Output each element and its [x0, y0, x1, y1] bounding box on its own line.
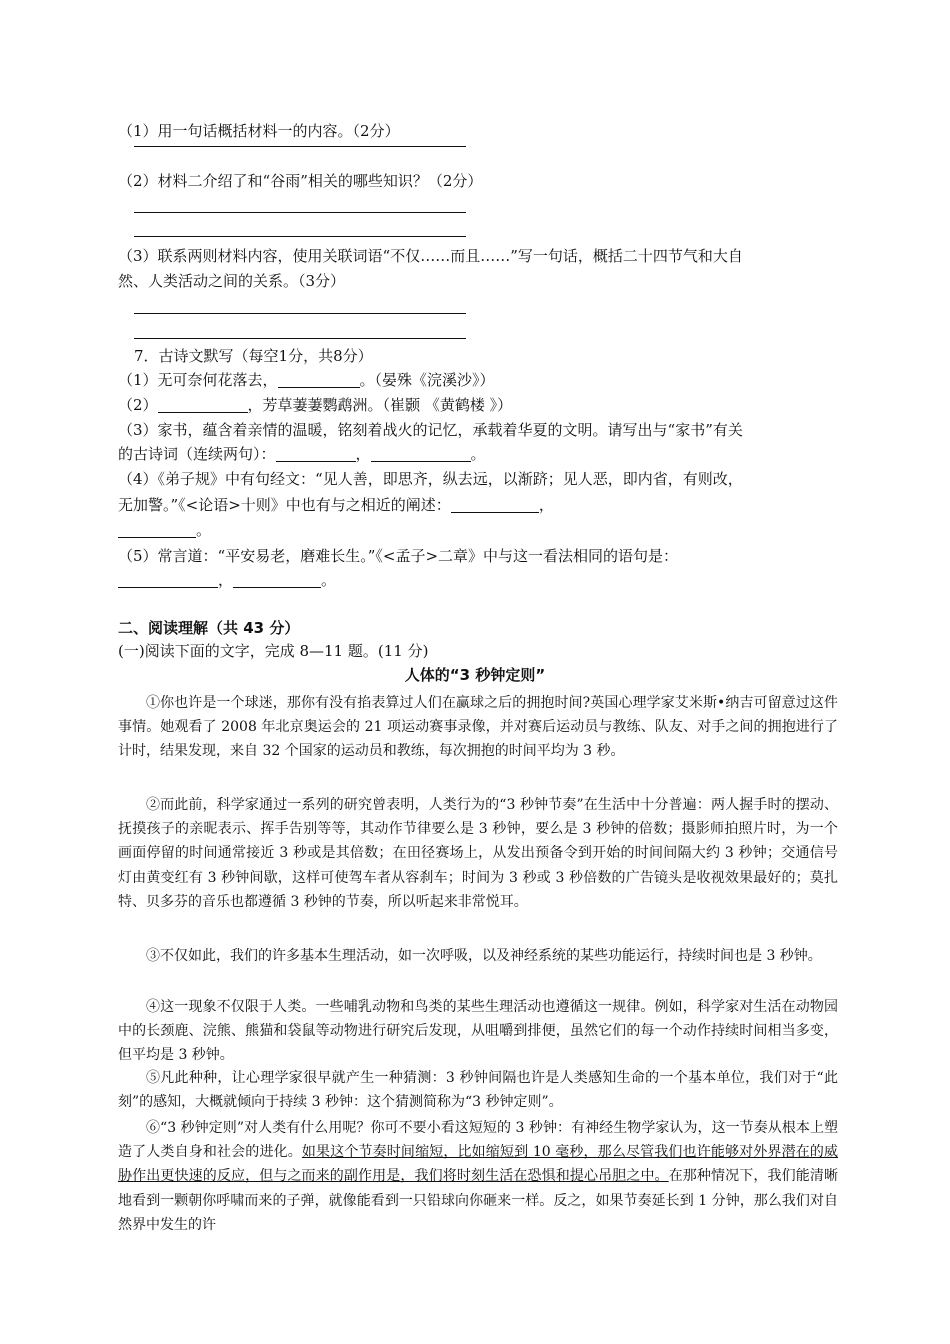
paragraph-3: ③不仅如此，我们的许多基本生理活动，如一次呼吸，以及神经系统的某些功能运行，持续时间也是 3 秒钟。	[146, 948, 822, 964]
fill-blank[interactable]	[233, 571, 321, 588]
question-7-heading: 7．古诗文默写（每空1分，共8分）	[134, 347, 373, 365]
paragraph-2: ②而此前，科学家通过一系列的研究曾表明，人类行为的“3 秒钟节奏”在生活中十分普遍：两人握手时的摆动、抚摸孩子的亲昵表示、挥手告别等等，其动作节律要么是 3 秒钟，要么是 3 秒钟的倍数；摄影师拍照片时，为一个画面停留的时间通常接近 3 秒或是其倍数；在田径赛场上，从发出预备令到开始的时间间隔大约 3 秒钟；交通信号灯由黄变红有 3 秒钟间歇，这样可使驾车者从容刹车；时间为 3 秒或 3 秒倍数的广告镜头是收视效果最好的；莫扎特、贝多芬的音乐也都遵循 3 秒钟的节奏，所以听起来非常悦耳。	[118, 797, 838, 910]
fill-blank[interactable]	[371, 445, 471, 462]
q7-item-5-line2: ， 。	[118, 569, 838, 591]
fill-blank[interactable]	[118, 571, 218, 588]
paragraph-4: ④这一现象不仅限于人类。一些哺乳动物和鸟类的某些生理活动也遵循这一规律。例如，科学家对生活在动物园中的长颈鹿、浣熊、熊猫和袋鼠等动物进行研究后发现，从咀嚼到排便，虽然它们的每一个动作持续时间相当多变，但平均是 3 秒钟。	[118, 999, 838, 1064]
fill-blank[interactable]	[276, 445, 356, 462]
question-3-line1: （3）联系两则材料内容，使用关联词语“不仅……而且……”写一句话，概括二十四节气和大自	[118, 247, 743, 265]
question-3-line2: 然、人类活动之间的关系。（3分）	[118, 272, 346, 290]
article-title: 人体的“3 秒钟定则”	[404, 666, 546, 684]
q7-item-4-line2: 无加警。”《<论语>十则》中也有与之相近的阐述： ，	[118, 496, 554, 514]
fill-blank[interactable]	[118, 521, 196, 538]
question-1: （1）用一句话概括材料一的内容。（2分）	[118, 122, 400, 140]
paragraph-1: ①你也许是一个球迷，那你有没有掐表算过人们在赢球之后的拥抱时间?英国心理学家艾米斯•纳吉可留意过这件事情。她观看了 2008 年北京奥运会的 21 项运动赛事录像，并对赛后运动员与教练、队友、对手之间的拥抱进行了计时，结果发现，来自 32 个国家的运动员和教练，每次拥抱的时间平均为 3 秒。	[118, 695, 838, 760]
q7-item-3-line2: 的古诗词（连续两句）： ， 。	[118, 445, 486, 463]
answer-line[interactable]	[134, 236, 466, 237]
paragraph-6: ⑥“3 秒钟定则”对人类有什么用呢？你可不要小看这短短的 3 秒钟：有神经生物学家认为，这一节奏从根本上塑造了人类自身和社会的进化。如果这个节奏时间缩短，比如缩短到 10 毫秒，那么尽管我们也许能够对外界潜在的威胁作出更快速的反应，但与之而来的副作用是，我们将时刻生活在恐惧和提心吊胆之中。在那种情况下，我们能清晰地看到一颗朝你呼啸而来的子弹，就像能看到一只铅球向你砸来一样。反之，如果节奏延长到 1 分钟，那么我们对自然界中发生的许	[118, 1120, 839, 1233]
section-2-title: 二、阅读理解（共 43 分）	[118, 619, 300, 637]
q7-item-1: （1）无可奈何花落去， 。（晏殊《浣溪沙》）	[118, 371, 495, 389]
q7-item-5-line1: （5）常言道：“平安易老，磨难长生。”《<孟子>二章》中与这一看法相同的语句是：	[118, 547, 679, 565]
fill-blank[interactable]	[158, 396, 248, 413]
underlined-sentence: 如果这个节奏时间缩短，比如缩短到 10 毫秒，那么尽管我们也许能够对外界潜在的威胁作出更快速的反应，但与之而来的副作用是，我们将时刻生活在恐惧和提心吊胆之中。	[118, 1144, 839, 1185]
answer-line[interactable]	[134, 338, 466, 339]
answer-line[interactable]	[134, 146, 466, 147]
answer-line[interactable]	[134, 313, 466, 314]
q7-item-4-line3: 。	[118, 519, 838, 541]
fill-blank[interactable]	[451, 496, 539, 513]
section-2-subtitle: (一)阅读下面的文字，完成 8—11 题。(11 分)	[118, 642, 429, 660]
q7-item-2: （2） ，芳草萋萋鹦鹉洲。（崔颢 《黄鹤楼 》）	[118, 396, 513, 414]
question-2: （2）材料二介绍了和“谷雨”相关的哪些知识？（2分）	[118, 172, 483, 190]
q7-item-4-line1: （4）《弟子规》中有句经文：“见人善，即思齐，纵去远，以渐跻；见人恶，即内省，有则改，	[118, 470, 743, 488]
paragraph-5: ⑤凡此种种，让心理学家很早就产生一种猜测：3 秒钟间隔也许是人类感知生命的一个基本单位，我们对于“此刻”的感知，大概就倾向于持续 3 秒钟：这个猜测简称为“3 秒钟定则”。	[118, 1070, 838, 1111]
answer-line[interactable]	[134, 212, 466, 213]
q7-item-3-line1: （3）家书，蕴含着亲情的温暖，铭刻着战火的记忆，承载着华夏的文明。请写出与“家书”有关	[118, 421, 743, 439]
fill-blank[interactable]	[278, 371, 360, 388]
